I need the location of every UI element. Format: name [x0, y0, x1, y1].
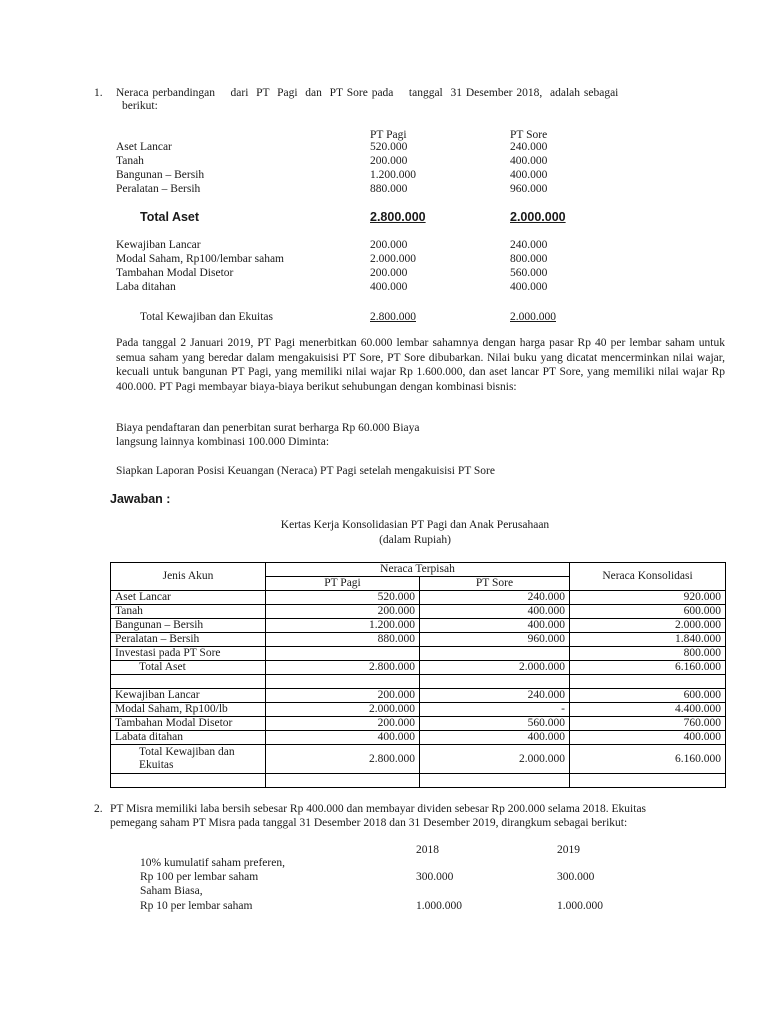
header-pt-sore: PT Sore: [420, 577, 570, 591]
cell-empty: [111, 774, 266, 788]
question-2-text: PT Misra memiliki laba bersih sebesar Rp 400.000 dan membayar dividen sebesar Rp 200.000 selama 2018. Ekuitas: [110, 803, 647, 815]
cell-consolidated: 800.000: [570, 647, 726, 661]
table-row-empty: [111, 675, 726, 689]
table-row: [111, 647, 726, 661]
cell-account: Peralatan – Bersih: [111, 633, 266, 647]
question-1-intro: Neraca perbandingan dari PT Pagi dan PT Sore pada tanggal 31 Desember 2018, adalah sebagai: [116, 87, 619, 99]
asset-pagi-value: 880.000: [370, 183, 408, 195]
asset-label: Aset Lancar: [116, 141, 172, 153]
worksheet-subtitle: (dalam Rupiah): [379, 534, 451, 546]
table-row: [111, 605, 726, 619]
table-row: [111, 633, 726, 647]
cell-account: Modal Saham, Rp100/lb: [111, 703, 266, 717]
question-2-number: 2.: [94, 803, 103, 815]
cell-account: Tanah: [111, 605, 266, 619]
asset-sore-value: 400.000: [510, 155, 548, 167]
cell-empty: [420, 774, 570, 788]
cell-sore: 2.000.000: [420, 745, 570, 774]
total-liabilities-label: Total Kewajiban dan Ekuitas: [140, 311, 274, 323]
asset-label: Peralatan – Bersih: [116, 183, 201, 195]
table-row: [111, 717, 726, 731]
header-neraca-konsolidasi: Neraca Konsolidasi: [570, 563, 726, 591]
liability-pagi-value: 200.000: [370, 267, 408, 279]
year-2019: 2019: [557, 844, 580, 856]
total-assets-sore: 2.000.000: [510, 210, 566, 224]
question-1-task: Siapkan Laporan Posisi Keuangan (Neraca) PT Pagi setelah mengakuisisi PT Sore: [116, 465, 495, 477]
preferred-stock-label: 10% kumulatif saham preferen,: [140, 857, 285, 869]
asset-pagi-value: 1.200.000: [370, 169, 416, 181]
cell-pagi: 520.000: [266, 591, 420, 605]
question-1-intro-cont: berikut:: [122, 100, 158, 112]
cell-consolidated: 6.160.000: [570, 661, 726, 675]
preferred-stock-2019: 300.000: [557, 871, 595, 883]
cell-consolidated: 6.160.000: [570, 745, 726, 774]
cell-pagi: 1.200.000: [266, 619, 420, 633]
table-row: [111, 619, 726, 633]
preferred-stock-2018: 300.000: [416, 871, 454, 883]
common-stock-par: Rp 10 per lembar saham: [140, 900, 253, 912]
table-row-total-assets: [111, 661, 726, 675]
table-header-row: [111, 563, 726, 577]
cell-pagi: 2.000.000: [266, 703, 420, 717]
question-1-paragraph: Pada tanggal 2 Januari 2019, PT Pagi menerbitkan 60.000 lembar sahamnya dengan harga pasar Rp 40 per lembar saham untuk semua saham yang beredar dalam mengakuisisi PT Sore, PT Sore dibubarkan. Nilai buku yang dicatat mencerminkan nilai wajar, kecuali untuk bangunan PT Pagi, yang memiliki nilai wajar Rp 1.600.000, dan aset lancar PT Sore, yang memiliki nilai wajar Rp 400.000. PT Pagi membayar biaya-biaya berikut sehubungan dengan kombinasi bisnis:: [116, 337, 725, 393]
answer-heading: Jawaban :: [110, 492, 171, 506]
worksheet-title: Kertas Kerja Konsolidasian PT Pagi dan Anak Perusahaan: [280, 519, 550, 531]
liability-pagi-value: 2.000.000: [370, 253, 416, 265]
cell-account: Total Kewajiban dan Ekuitas: [111, 745, 266, 774]
asset-sore-value: 400.000: [510, 169, 548, 181]
cell-empty: [111, 675, 266, 689]
asset-label: Tanah: [116, 155, 144, 167]
table-row-empty: [111, 774, 726, 788]
col-header-pt-pagi: PT Pagi: [370, 129, 407, 141]
asset-sore-value: 240.000: [510, 141, 548, 153]
cell-pagi: 400.000: [266, 731, 420, 745]
year-2018: 2018: [416, 844, 439, 856]
cell-sore: 240.000: [420, 591, 570, 605]
liability-pagi-value: 400.000: [370, 281, 408, 293]
table-row-total-liabilities: [111, 745, 726, 774]
cell-empty: [570, 774, 726, 788]
cell-consolidated: 600.000: [570, 689, 726, 703]
question-2-text-cont: pemegang saham PT Misra pada tanggal 31 Desember 2018 dan 31 Desember 2019, dirangkum sebagai berikut:: [110, 817, 628, 829]
cell-account: Kewajiban Lancar: [111, 689, 266, 703]
total-assets-label: Total Aset: [140, 210, 200, 224]
cell-consolidated: 2.000.000: [570, 619, 726, 633]
question-1-costs-cont: langsung lainnya kombinasi 100.000 Diminta:: [116, 436, 330, 448]
header-pt-pagi: PT Pagi: [266, 577, 420, 591]
cell-sore: 400.000: [420, 731, 570, 745]
cell-sore: [420, 647, 570, 661]
cell-empty: [420, 675, 570, 689]
common-stock-label: Saham Biasa,: [140, 885, 203, 897]
liability-sore-value: 800.000: [510, 253, 548, 265]
cell-consolidated: 4.400.000: [570, 703, 726, 717]
cell-sore: 400.000: [420, 605, 570, 619]
header-jenis-akun: Jenis Akun: [111, 563, 266, 591]
liability-sore-value: 560.000: [510, 267, 548, 279]
cell-pagi: 880.000: [266, 633, 420, 647]
asset-label: Bangunan – Bersih: [116, 169, 205, 181]
cell-consolidated: 600.000: [570, 605, 726, 619]
liability-label: Tambahan Modal Disetor: [116, 267, 234, 279]
cell-pagi: 2.800.000: [266, 745, 420, 774]
cell-pagi: 2.800.000: [266, 661, 420, 675]
total-assets-pagi: 2.800.000: [370, 210, 426, 224]
liability-pagi-value: 200.000: [370, 239, 408, 251]
common-stock-2018: 1.000.000: [416, 900, 462, 912]
asset-pagi-value: 520.000: [370, 141, 408, 153]
cell-sore: 400.000: [420, 619, 570, 633]
asset-sore-value: 960.000: [510, 183, 548, 195]
asset-pagi-value: 200.000: [370, 155, 408, 167]
cell-sore: -: [420, 703, 570, 717]
question-1-costs: Biaya pendaftaran dan penerbitan surat berharga Rp 60.000 Biaya: [116, 422, 420, 434]
col-header-pt-sore: PT Sore: [510, 129, 548, 141]
cell-sore: 960.000: [420, 633, 570, 647]
consolidation-worksheet-table: [110, 562, 726, 788]
cell-pagi: [266, 647, 420, 661]
cell-account: Investasi pada PT Sore: [111, 647, 266, 661]
liability-label: Laba ditahan: [116, 281, 176, 293]
header-neraca-terpisah: Neraca Terpisah: [266, 563, 570, 577]
cell-pagi: 200.000: [266, 689, 420, 703]
table-row: [111, 591, 726, 605]
cell-consolidated: 920.000: [570, 591, 726, 605]
cell-account: Bangunan – Bersih: [111, 619, 266, 633]
question-1-number: 1.: [94, 87, 103, 99]
cell-consolidated: 400.000: [570, 731, 726, 745]
liability-sore-value: 240.000: [510, 239, 548, 251]
cell-empty: [266, 774, 420, 788]
cell-consolidated: 760.000: [570, 717, 726, 731]
liability-label: Kewajiban Lancar: [116, 239, 201, 251]
total-liabilities-pagi: 2.800.000: [370, 311, 416, 323]
cell-pagi: 200.000: [266, 717, 420, 731]
preferred-stock-par: Rp 100 per lembar saham: [140, 871, 259, 883]
common-stock-2019: 1.000.000: [557, 900, 603, 912]
cell-pagi: 200.000: [266, 605, 420, 619]
cell-account: Total Aset: [111, 661, 266, 675]
cell-empty: [266, 675, 420, 689]
cell-sore: 240.000: [420, 689, 570, 703]
liability-label: Modal Saham, Rp100/lembar saham: [116, 253, 284, 265]
cell-empty: [570, 675, 726, 689]
total-liabilities-sore: 2.000.000: [510, 311, 556, 323]
cell-sore: 2.000.000: [420, 661, 570, 675]
table-row: [111, 731, 726, 745]
table-row: [111, 689, 726, 703]
cell-sore: 560.000: [420, 717, 570, 731]
cell-account: Aset Lancar: [111, 591, 266, 605]
cell-consolidated: 1.840.000: [570, 633, 726, 647]
liability-sore-value: 400.000: [510, 281, 548, 293]
table-row: [111, 703, 726, 717]
cell-account: Tambahan Modal Disetor: [111, 717, 266, 731]
cell-account: Labata ditahan: [111, 731, 266, 745]
